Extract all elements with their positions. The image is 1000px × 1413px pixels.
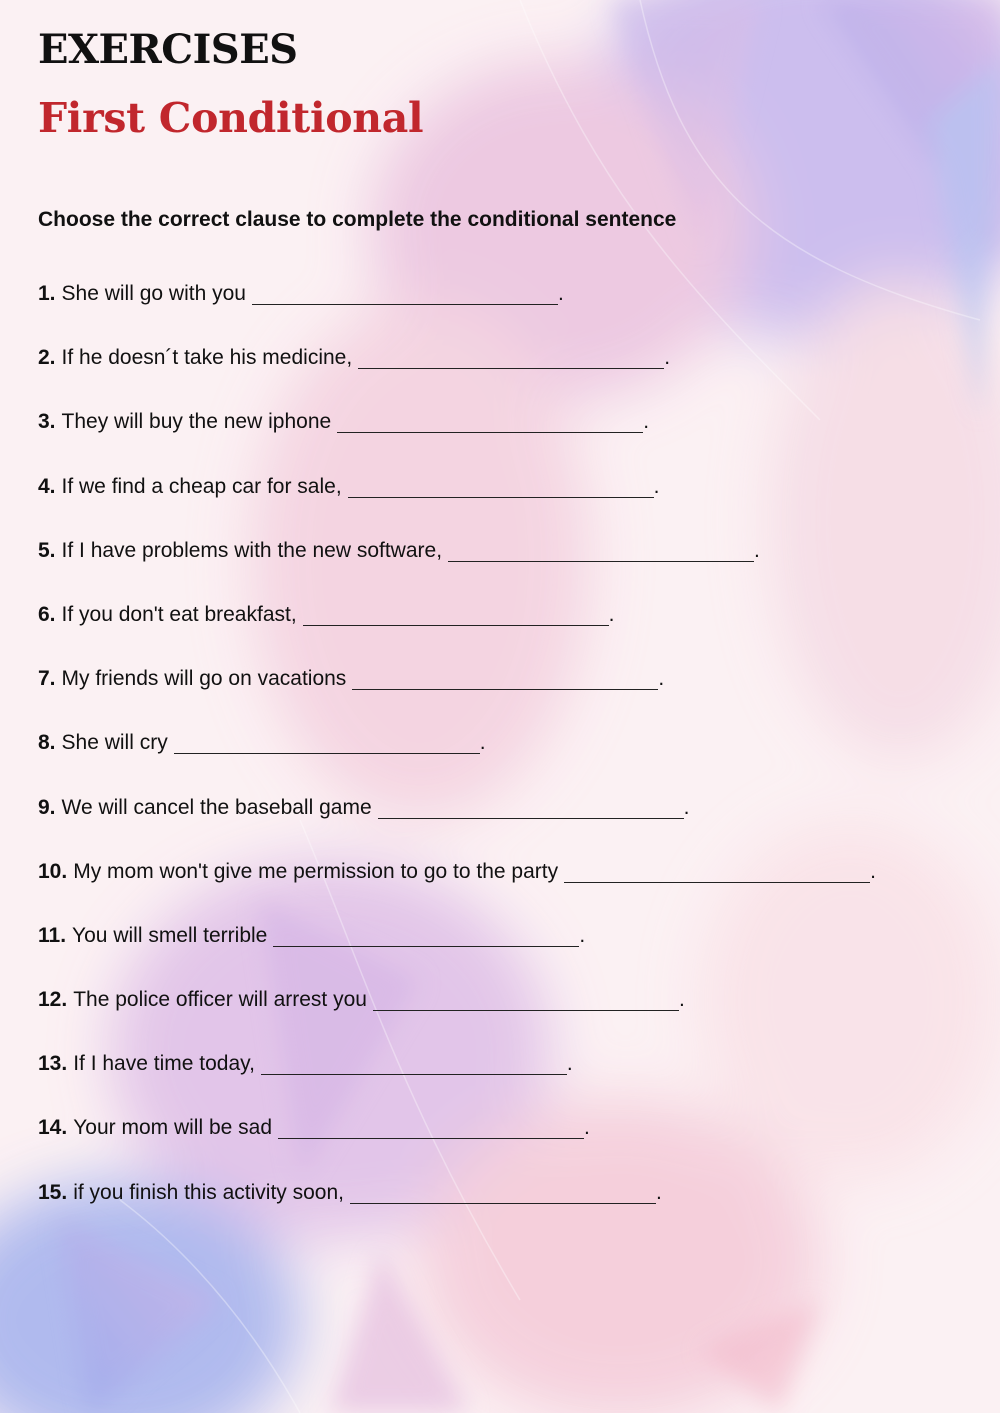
question-number: 14.: [38, 1116, 68, 1140]
question-item: [38, 282, 876, 346]
question-text: If I have problems with the new software,: [61, 538, 443, 562]
sentence-period: .: [479, 731, 486, 755]
question-number: 4.: [38, 474, 56, 498]
answer-blank[interactable]: [378, 797, 684, 819]
question-number: 11.: [38, 923, 67, 947]
question-item: [38, 731, 876, 795]
answer-blank[interactable]: [373, 989, 679, 1011]
answer-blank[interactable]: [278, 1117, 584, 1139]
question-item: [38, 1181, 876, 1245]
question-text: She will go with you: [61, 282, 246, 305]
question-item: [38, 603, 876, 667]
question-number: 15.: [38, 1180, 68, 1204]
question-list: [38, 282, 876, 1245]
sentence-period: .: [656, 1180, 662, 1204]
page-title: EXERCISES: [38, 26, 298, 73]
question-text: If you don't eat breakfast,: [61, 602, 297, 626]
question-item: [38, 475, 876, 539]
answer-blank[interactable]: [273, 925, 579, 947]
sentence-period: .: [683, 795, 690, 819]
question-text: If he doesn´t take his medicine,: [61, 346, 353, 370]
sentence-period: .: [870, 859, 876, 883]
question-number: 8.: [38, 731, 56, 755]
answer-blank[interactable]: [261, 1053, 567, 1075]
question-number: 1.: [38, 282, 56, 305]
page-subtitle: First Conditional: [38, 94, 424, 142]
question-text: If I have time today,: [73, 1052, 255, 1076]
question-item: [38, 796, 876, 860]
answer-blank[interactable]: [564, 861, 870, 883]
question-number: 3.: [38, 410, 56, 434]
answer-blank[interactable]: [252, 283, 558, 305]
answer-blank[interactable]: [174, 732, 480, 754]
answer-blank[interactable]: [448, 540, 754, 562]
answer-blank[interactable]: [303, 604, 609, 626]
answer-blank[interactable]: [352, 668, 658, 690]
sentence-period: .: [584, 1116, 590, 1140]
sentence-period: .: [678, 988, 685, 1012]
sentence-period: .: [653, 474, 660, 498]
question-text: If we find a cheap car for sale,: [61, 474, 342, 498]
sentence-period: .: [643, 410, 650, 434]
sentence-period: .: [557, 282, 564, 305]
question-item: [38, 860, 876, 924]
instructions: Choose the correct clause to complete the conditional sentence: [38, 208, 677, 231]
question-text: My mom won't give me permission to go to the party: [73, 859, 559, 883]
sentence-period: .: [754, 538, 760, 562]
question-number: 12.: [38, 988, 68, 1012]
question-number: 6.: [38, 602, 56, 626]
question-number: 10.: [38, 859, 68, 883]
answer-blank[interactable]: [348, 476, 654, 498]
question-text: Your mom will be sad: [73, 1116, 273, 1140]
question-item: [38, 924, 876, 988]
sentence-period: .: [579, 923, 586, 947]
question-item: [38, 988, 876, 1052]
question-text: if you finish this activity soon,: [73, 1180, 344, 1204]
question-text: She will cry: [61, 731, 168, 755]
sentence-period: .: [608, 602, 615, 626]
question-item: [38, 539, 876, 603]
question-text: You will smell terrible: [72, 923, 268, 947]
question-number: 9.: [38, 795, 56, 819]
sentence-period: .: [566, 1052, 573, 1076]
question-text: My friends will go on vacations: [61, 667, 347, 691]
answer-blank[interactable]: [358, 347, 664, 369]
question-item: [38, 667, 876, 731]
sentence-period: .: [658, 667, 665, 691]
question-text: They will buy the new iphone: [61, 410, 332, 434]
question-item: [38, 346, 876, 410]
answer-blank[interactable]: [350, 1182, 656, 1204]
question-number: 7.: [38, 667, 56, 691]
question-number: 5.: [38, 538, 56, 562]
question-item: [38, 410, 876, 474]
question-number: 13.: [38, 1052, 68, 1076]
question-text: The police officer will arrest you: [73, 988, 367, 1012]
sentence-period: .: [664, 346, 671, 370]
question-item: [38, 1052, 876, 1116]
question-text: We will cancel the baseball game: [61, 795, 372, 819]
question-item: [38, 1116, 876, 1180]
answer-blank[interactable]: [337, 411, 643, 433]
question-number: 2.: [38, 346, 56, 370]
